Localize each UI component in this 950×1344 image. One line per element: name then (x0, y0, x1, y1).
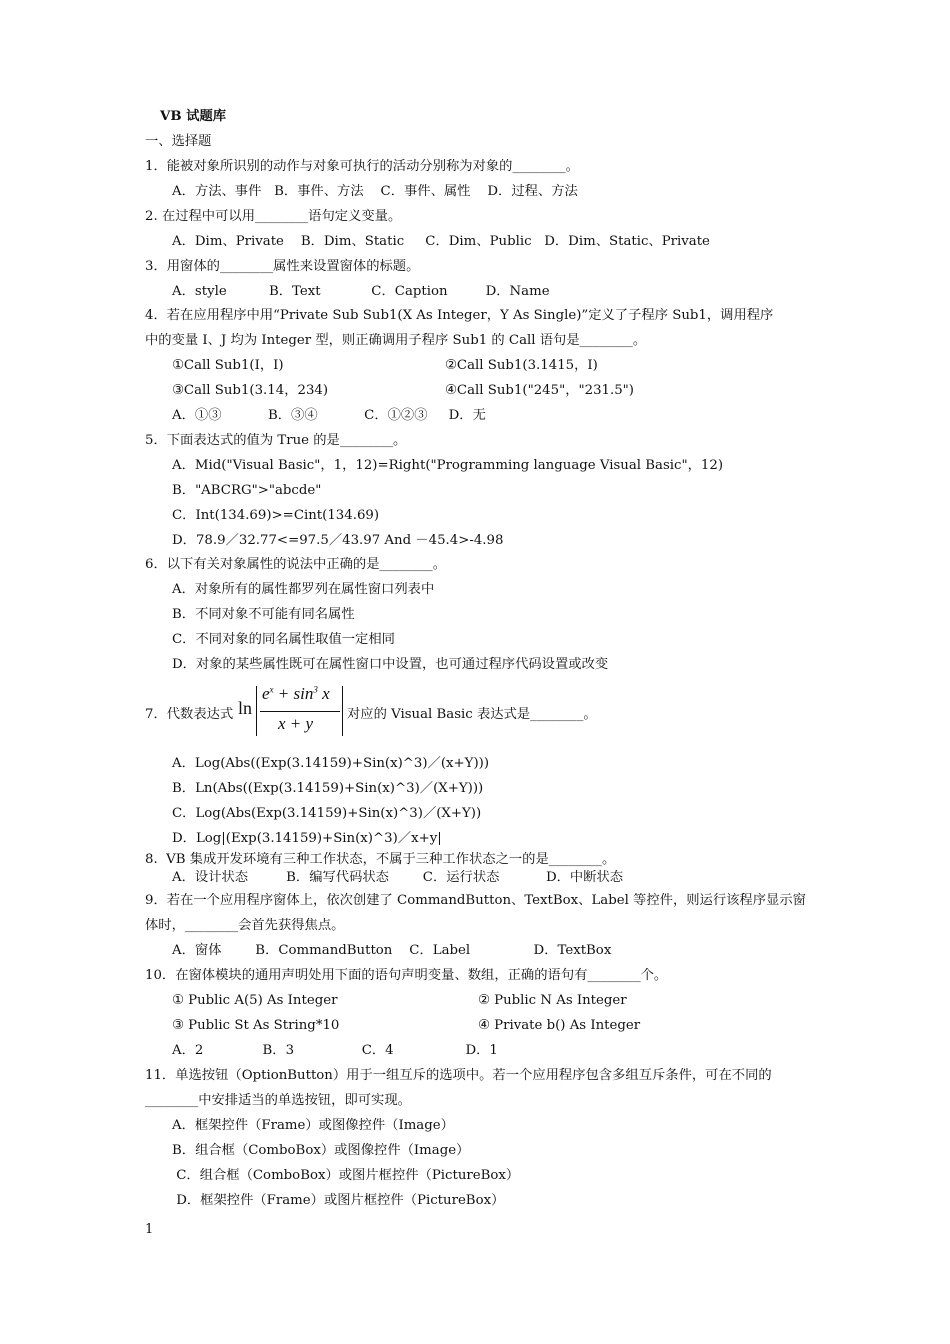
question-1-options: A．方法、事件 B．事件、方法 C．事件、属性 D．过程、方法 (172, 184, 578, 199)
question-11-option-a: A．框架控件（Frame）或图像控件（Image） (172, 1118, 454, 1133)
question-10-options: A．2 B．3 C．4 D．1 (172, 1043, 498, 1058)
question-2: 2. 在过程中可以用________语句定义变量。 (145, 209, 402, 224)
question-10: 10．在窗体模块的通用声明处用下面的语句声明变量、数组，正确的语句有________个。 (145, 968, 668, 983)
formula-ln: ln (238, 698, 253, 718)
question-6-option-c: C．不同对象的同名属性取值一定相同 (172, 632, 395, 647)
question-9-options: A．窗体 B．CommandButton C．Label D．TextBox (172, 943, 612, 958)
question-6: 6．以下有关对象属性的说法中正确的是________。 (145, 557, 446, 572)
doc-title: VB 试题库 (160, 109, 227, 124)
question-10-choice-1: ① Public A(5) As Integer (172, 993, 338, 1008)
question-4-choice-3: ③Call Sub1(3.14，234) (172, 383, 329, 398)
section-heading: 一、选择题 (145, 134, 212, 149)
question-3: 3．用窗体的________属性来设置窗体的标题。 (145, 259, 420, 274)
question-6-option-a: A．对象所有的属性都罗列在属性窗口列表中 (172, 582, 435, 597)
question-10-choice-4: ④ Private b() As Integer (478, 1018, 641, 1033)
formula-abs-bar-right (342, 686, 343, 736)
question-4-choice-1: ①Call Sub1(I，I) (172, 358, 284, 373)
page-number: 1 (145, 1222, 154, 1237)
question-4-choice-4: ④Call Sub1("245"，"231.5") (445, 383, 634, 398)
question-4-line-1: 4．若在应用程序中用“Private Sub Sub1(X As Integer，Y As Single)”定义了子程序 Sub1，调用程序 (145, 308, 774, 323)
question-6-option-d: D．对象的某些属性既可在属性窗口中设置，也可通过程序代码设置或改变 (172, 657, 609, 672)
question-1: 1．能被对象所识别的动作与对象可执行的活动分别称为对象的________。 (145, 159, 579, 174)
question-11-option-d: D．框架控件（Frame）或图片框控件（PictureBox） (172, 1193, 505, 1208)
question-5-option-b: B．"ABCRG">"abcde" (172, 483, 322, 498)
question-4-line-2: 中的变量 I、J 均为 Integer 型，则正确调用子程序 Sub1 的 Call 语句是________。 (145, 333, 647, 348)
formula-abs-bar-left (256, 686, 257, 736)
question-4-choice-2: ②Call Sub1(3.1415，I) (445, 358, 598, 373)
question-8-options: A．设计状态 B．编写代码状态 C．运行状态 D．中断状态 (172, 870, 624, 885)
question-4-options: A．①③ B．③④ C．①②③ D．无 (172, 408, 486, 423)
question-11-line-2: ________中安排适当的单选按钮，即可实现。 (145, 1093, 411, 1108)
question-5: 5．下面表达式的值为 True 的是________。 (145, 433, 407, 448)
question-7-suffix: 对应的 Visual Basic 表达式是________。 (347, 707, 597, 722)
question-11-option-c: C．组合框（ComboBox）或图片框控件（PictureBox） (172, 1168, 520, 1183)
formula-ln-abs-fraction (238, 684, 346, 740)
question-5-option-d: D．78.9／32.77<=97.5／43.97 And －45.4>-4.98 (172, 533, 504, 548)
question-9-line-1: 9．若在一个应用程序窗体上，依次创建了 CommandButton、TextBox、Label 等控件，则运行该程序显示窗 (145, 893, 806, 908)
formula-fraction-line (260, 711, 340, 712)
question-3-options: A．style B．Text C．Caption D．Name (172, 284, 550, 299)
question-11-line-1: 11．单选按钮（OptionButton）用于一组互斥的选项中。若一个应用程序包含多组互斥条件，可在不同的 (145, 1068, 772, 1083)
question-8: 8. VB 集成开发环境有三种工作状态，不属于三种工作状态之一的是________。 (145, 852, 616, 867)
question-7-option-d: D．Log|(Exp(3.14159)+Sin(x)^3)／x+y| (172, 831, 442, 846)
question-7-option-c: C．Log(Abs(Exp(3.14159)+Sin(x)^3)／(X+Y)) (172, 806, 482, 821)
question-7-option-b: B．Ln(Abs((Exp(3.14159)+Sin(x)^3)／(X+Y))) (172, 781, 484, 796)
question-10-choice-3: ③ Public St As String*10 (172, 1018, 340, 1033)
question-7-option-a: A．Log(Abs((Exp(3.14159)+Sin(x)^3)／(x+Y))) (172, 756, 490, 771)
question-2-options: A．Dim、Private B．Dim、Static C．Dim、Public D．Dim、Static、Private (172, 234, 710, 249)
formula-numerator: $e^x + \sin^3 x$ (262, 684, 330, 703)
question-11-option-b: B．组合框（ComboBox）或图像控件（Image） (172, 1143, 470, 1158)
question-9-line-2: 体时，________会首先获得焦点。 (145, 918, 345, 933)
question-7-prefix: 7．代数表达式 (145, 707, 234, 722)
question-10-choice-2: ② Public N As Integer (478, 993, 627, 1008)
question-6-option-b: B．不同对象不可能有同名属性 (172, 607, 355, 622)
question-5-option-a: A．Mid("Visual Basic"，1，12)=Right("Programming language Visual Basic"，12) (172, 458, 724, 473)
question-5-option-c: C．Int(134.69)>=Cint(134.69) (172, 508, 380, 523)
formula-denominator: x + y (278, 714, 314, 733)
